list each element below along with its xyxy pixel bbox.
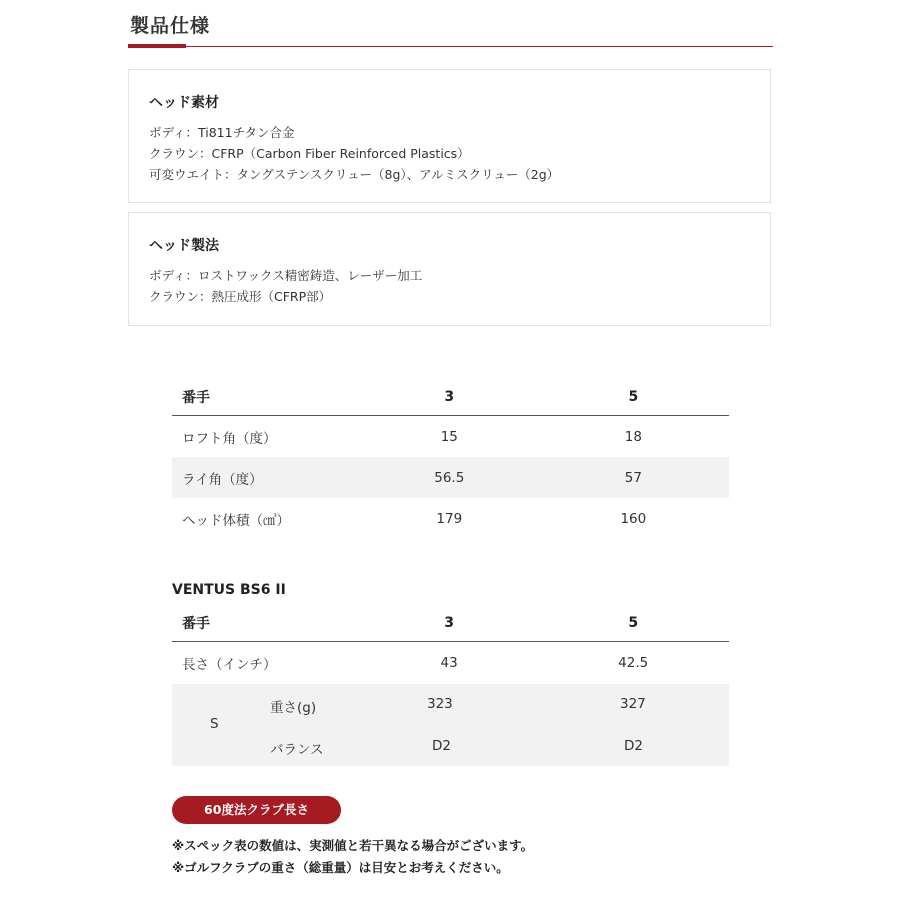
head-method-lines — [149, 265, 422, 307]
header-cell: 番手 — [172, 605, 361, 642]
method-line-body: ボディ：ロストワックス精密鋳造、レーザー加工 — [149, 268, 423, 283]
table-cell: 43 — [440, 654, 458, 671]
table-cell: 42.5 — [618, 654, 649, 671]
balance-label: バランス — [270, 742, 324, 758]
table-row — [172, 642, 729, 684]
row-label: ライ角（度） — [172, 457, 361, 498]
head-method-title: ヘッド製法 — [149, 238, 219, 254]
header-cell: 3 — [361, 605, 538, 642]
flex-label: S — [210, 716, 219, 732]
weight-value-5: 327 — [620, 696, 646, 712]
materials-line-crown: クラウン：CFRP（Carbon Fiber Reinforced Plastics） — [149, 146, 470, 161]
title-rule-accent — [128, 44, 186, 48]
row-label: 長さ（インチ） — [182, 656, 277, 673]
head-materials-box — [128, 69, 771, 203]
table-row — [172, 416, 729, 458]
note-measured-values: ※スペック表の数値は、実測値と若干異なる場合がございます。 — [172, 838, 534, 853]
table-cell: 56.5 — [361, 457, 538, 498]
header-cell: 3 — [361, 379, 538, 416]
table-header-row — [172, 379, 729, 416]
weight-label: 重さ(g) — [270, 700, 317, 716]
table-header-row — [172, 605, 729, 642]
balance-value-5: D2 — [624, 738, 643, 754]
table-cell: 179 — [436, 510, 463, 527]
method-line-crown: クラウン：熱圧成形（CFRP部） — [149, 289, 332, 304]
table-cell: 18 — [624, 428, 642, 445]
table-row — [172, 457, 729, 498]
table-cell: 15 — [440, 428, 458, 445]
note-total-weight: ※ゴルフクラブの重さ（総重量）は目安とお考えください。 — [172, 860, 509, 875]
head-materials-lines — [149, 122, 559, 185]
head-materials-title: ヘッド素材 — [149, 95, 219, 111]
head-spec-table — [172, 379, 729, 539]
shaft-name: VENTUS BS6 II — [172, 582, 286, 598]
weight-value-3: 323 — [427, 696, 453, 712]
header-cell: 5 — [537, 605, 729, 642]
table-cell: 160 — [620, 510, 647, 527]
header-cell: 番手 — [172, 379, 361, 416]
table-cell: 57 — [538, 457, 729, 498]
title-rule — [128, 46, 773, 47]
page-title: 製品仕様 — [130, 15, 211, 37]
row-label: ロフト角（度） — [182, 430, 277, 447]
spec-notes — [172, 835, 533, 879]
materials-line-weight: 可変ウエイト：タングステンスクリュー（8g）、アルミスクリュー（2g） — [149, 167, 560, 182]
shaft-spec-table — [172, 605, 729, 683]
flex-s-block — [172, 684, 729, 766]
row-label: ヘッド体積（㎤） — [182, 512, 290, 529]
table-row — [172, 498, 729, 539]
header-cell: 5 — [538, 379, 729, 416]
balance-value-3: D2 — [432, 738, 451, 754]
materials-line-body: ボディ：Ti811チタン合金 — [149, 125, 295, 140]
head-method-box — [128, 212, 771, 326]
club-length-badge: 60度法クラブ長さ — [172, 796, 341, 824]
